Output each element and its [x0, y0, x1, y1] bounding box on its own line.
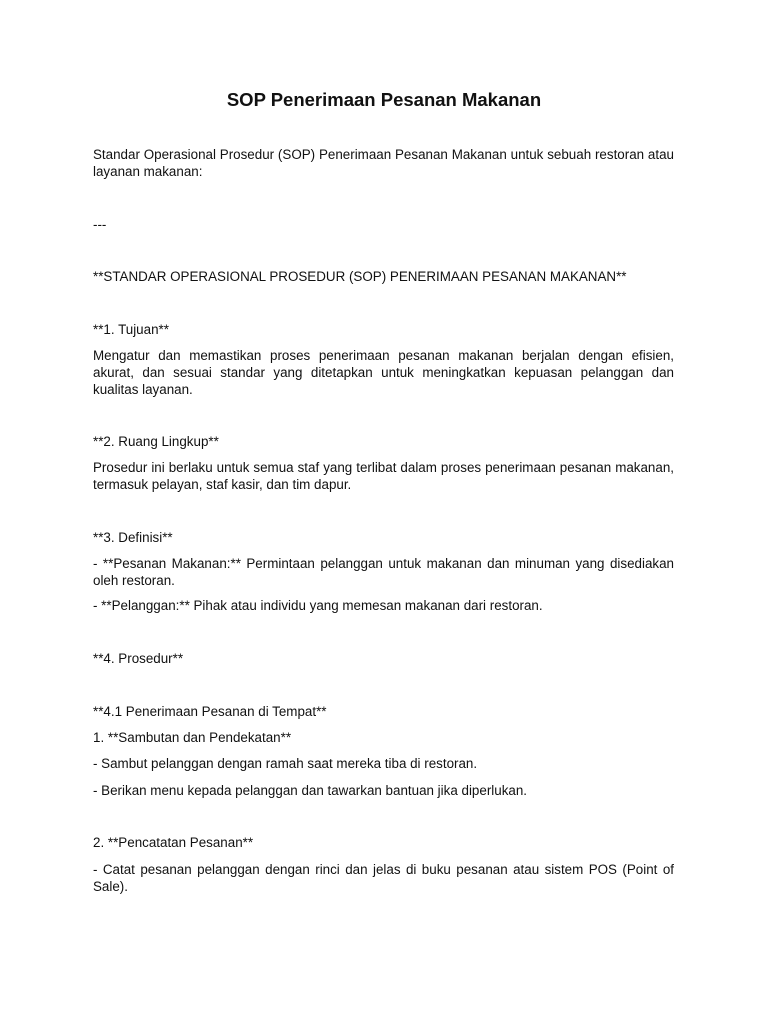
section-body-tujuan: Mengatur dan memastikan proses penerimaan pesanan makanan berjalan dengan efisien, akurat, dan sesuai standar yang ditetapkan untuk meningkatkan kepuasan pelanggan dan kualitas layanan. [93, 348, 674, 397]
section-heading-tujuan: **1. Tujuan** [93, 322, 169, 337]
section-body-ruang-lingkup: Prosedur ini berlaku untuk semua staf yang terlibat dalam proses penerimaan pesanan makanan, termasuk pelayan, staf kasir, dan tim dapur. [93, 460, 674, 492]
section-heading-prosedur: **4. Prosedur** [93, 651, 184, 666]
section-heading-ruang-lingkup: **2. Ruang Lingkup** [93, 434, 219, 449]
main-heading: **STANDAR OPERASIONAL PROSEDUR (SOP) PENERIMAAN PESANAN MAKANAN** [93, 269, 627, 284]
step-item: - Sambut pelanggan dengan ramah saat mereka tiba di restoran. [93, 756, 478, 771]
step-title: 1. **Sambutan dan Pendekatan** [93, 730, 292, 745]
definition-item: - **Pelanggan:** Pihak atau individu yang memesan makanan dari restoran. [93, 598, 543, 613]
subsection-heading: **4.1 Penerimaan Pesanan di Tempat** [93, 704, 327, 719]
separator-line: --- [93, 217, 107, 232]
document-title: SOP Penerimaan Pesanan Makanan [226, 89, 542, 110]
step-item: - Berikan menu kepada pelanggan dan tawarkan bantuan jika diperlukan. [93, 783, 528, 798]
definition-item: - **Pesanan Makanan:** Permintaan pelanggan untuk makanan dan minuman yang disediakan oleh restoran. [93, 556, 674, 588]
step-title: 2. **Pencatatan Pesanan** [93, 835, 254, 850]
section-heading-definisi: **3. Definisi** [93, 530, 173, 545]
intro-paragraph: Standar Operasional Prosedur (SOP) Penerimaan Pesanan Makanan untuk sebuah restoran atau layanan makanan: [93, 147, 674, 179]
step-item: - Catat pesanan pelanggan dengan rinci dan jelas di buku pesanan atau sistem POS (Point of Sale). [93, 862, 674, 894]
